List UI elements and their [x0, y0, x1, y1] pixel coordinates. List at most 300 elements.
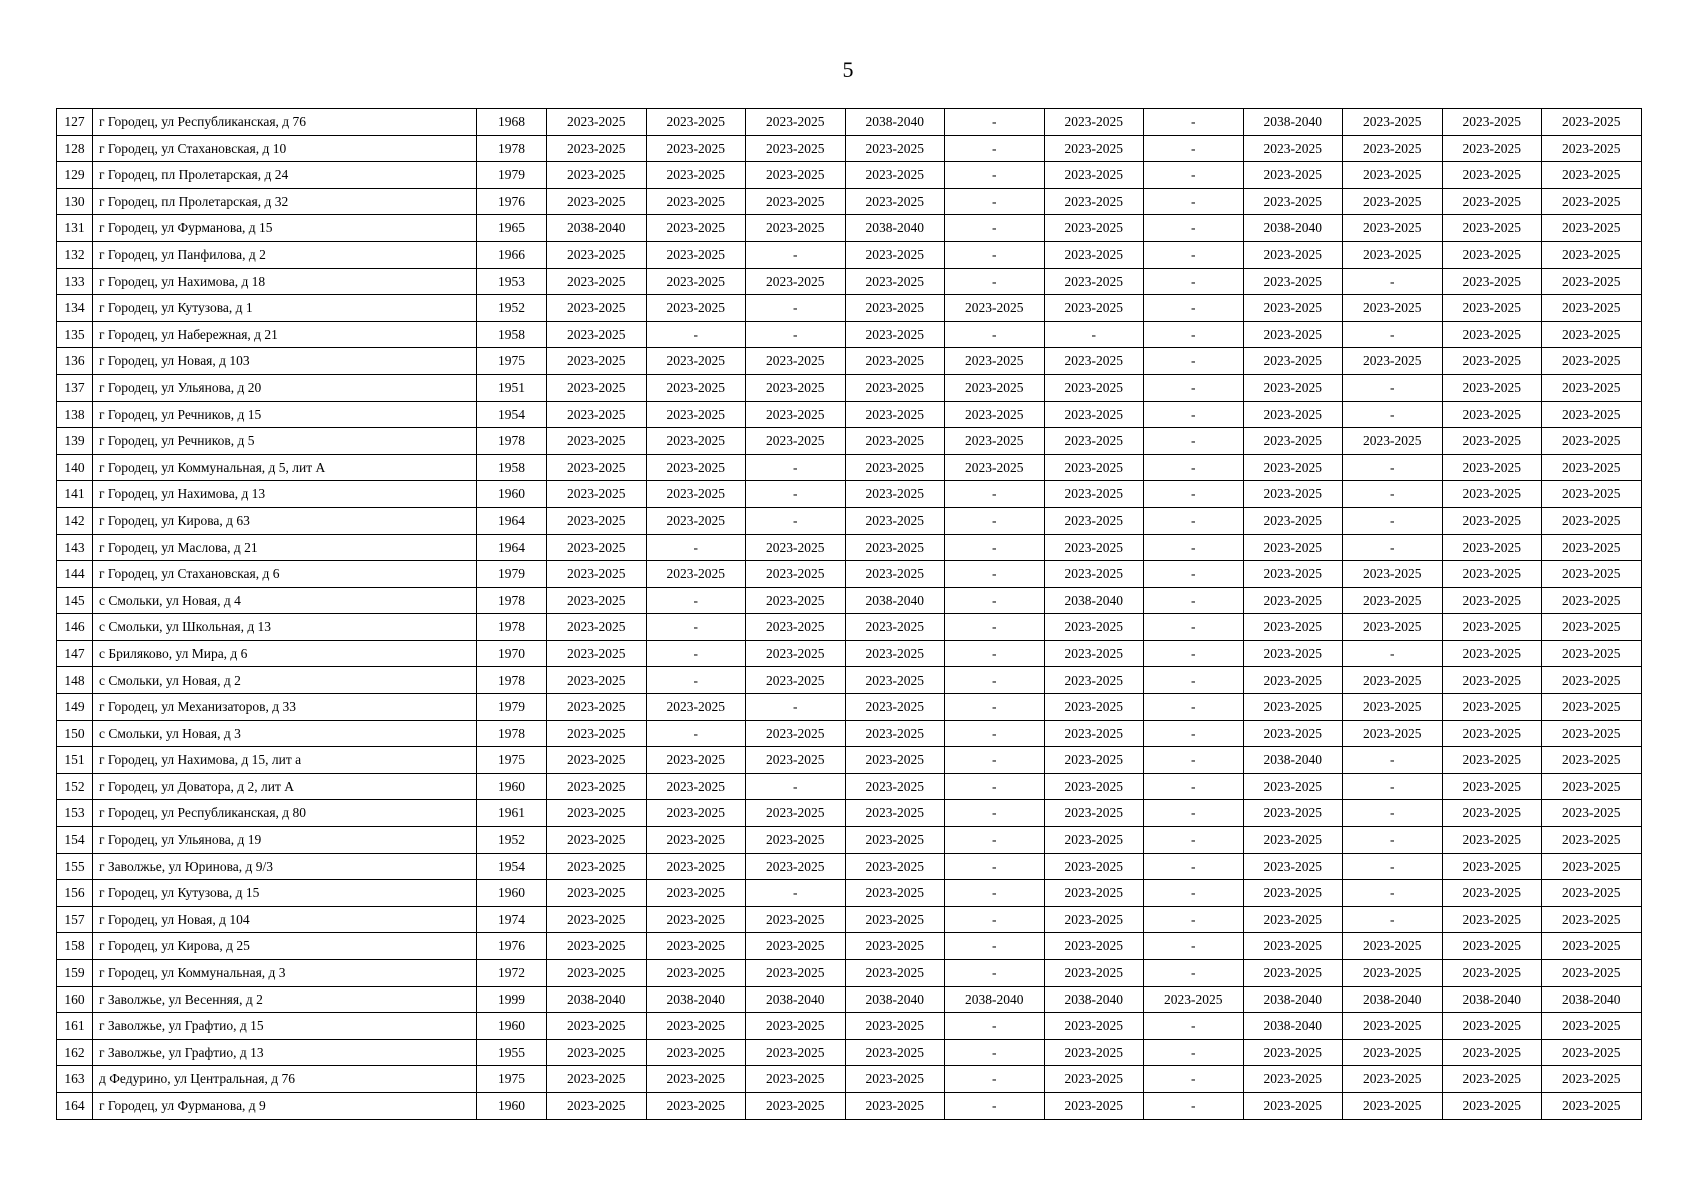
- repair-period-cell: 2023-2025: [1343, 933, 1443, 960]
- repair-period-cell: 2023-2025: [1243, 295, 1343, 322]
- table-row: [57, 374, 1642, 401]
- repair-period-cell: 2023-2025: [845, 481, 945, 508]
- repair-period-cell: 2023-2025: [1343, 1013, 1443, 1040]
- row-number-cell: 141: [57, 481, 93, 508]
- repair-period-cell: -: [746, 694, 846, 721]
- repair-period-cell: 2023-2025: [1044, 215, 1144, 242]
- table-row: [57, 747, 1642, 774]
- year-built-cell: 1978: [477, 135, 547, 162]
- repair-period-cell: 2023-2025: [1542, 534, 1642, 561]
- repair-period-cell: -: [1144, 507, 1244, 534]
- repair-period-cell: 2023-2025: [746, 614, 846, 641]
- repair-period-cell: 2023-2025: [1442, 1066, 1542, 1093]
- row-number-cell: 139: [57, 428, 93, 455]
- repair-period-cell: -: [1144, 933, 1244, 960]
- repair-period-cell: 2023-2025: [547, 162, 647, 189]
- repair-period-cell: 2023-2025: [1044, 694, 1144, 721]
- repair-period-cell: 2023-2025: [1243, 241, 1343, 268]
- row-number-cell: 145: [57, 587, 93, 614]
- address-cell: г Городец, ул Речников, д 5: [93, 428, 477, 455]
- repair-period-cell: 2023-2025: [845, 428, 945, 455]
- repair-period-cell: 2023-2025: [1343, 1039, 1443, 1066]
- repair-period-cell: 2023-2025: [1044, 135, 1144, 162]
- repair-period-cell: 2023-2025: [1044, 507, 1144, 534]
- repair-period-cell: 2038-2040: [1243, 747, 1343, 774]
- year-built-cell: 1961: [477, 800, 547, 827]
- repair-period-cell: -: [1343, 507, 1443, 534]
- repair-period-cell: 2023-2025: [646, 268, 746, 295]
- repair-period-cell: 2023-2025: [1542, 162, 1642, 189]
- repair-period-cell: 2023-2025: [646, 428, 746, 455]
- repair-period-cell: 2023-2025: [845, 374, 945, 401]
- repair-period-cell: 2023-2025: [945, 295, 1045, 322]
- address-cell: г Городец, ул Нахимова, д 13: [93, 481, 477, 508]
- repair-period-cell: 2023-2025: [1044, 1013, 1144, 1040]
- year-built-cell: 1978: [477, 428, 547, 455]
- repair-period-cell: -: [1144, 454, 1244, 481]
- repair-period-cell: -: [1144, 162, 1244, 189]
- address-cell: с Смольки, ул Новая, д 4: [93, 587, 477, 614]
- repair-period-cell: 2023-2025: [1343, 348, 1443, 375]
- year-built-cell: 1960: [477, 1092, 547, 1119]
- repair-period-cell: 2023-2025: [945, 348, 1045, 375]
- repair-period-cell: 2023-2025: [1442, 667, 1542, 694]
- repair-period-cell: 2023-2025: [646, 1092, 746, 1119]
- address-cell: г Городец, ул Республиканская, д 80: [93, 800, 477, 827]
- repair-period-cell: -: [1144, 481, 1244, 508]
- repair-period-cell: 2023-2025: [1442, 960, 1542, 987]
- address-cell: г Городец, ул Нахимова, д 18: [93, 268, 477, 295]
- repair-period-cell: 2023-2025: [1542, 268, 1642, 295]
- repair-period-cell: 2038-2040: [845, 215, 945, 242]
- repair-period-cell: 2023-2025: [646, 454, 746, 481]
- row-number-cell: 163: [57, 1066, 93, 1093]
- repair-period-cell: 2023-2025: [547, 747, 647, 774]
- repair-period-cell: -: [1343, 374, 1443, 401]
- repair-period-cell: -: [1343, 747, 1443, 774]
- address-cell: д Федурино, ул Центральная, д 76: [93, 1066, 477, 1093]
- row-number-cell: 152: [57, 773, 93, 800]
- table-row: [57, 348, 1642, 375]
- repair-period-cell: 2023-2025: [746, 720, 846, 747]
- repair-period-cell: 2023-2025: [746, 800, 846, 827]
- table-row: [57, 720, 1642, 747]
- building-repair-schedule-table: [56, 108, 1642, 1120]
- repair-period-cell: -: [945, 1013, 1045, 1040]
- repair-period-cell: 2023-2025: [1542, 1066, 1642, 1093]
- repair-period-cell: 2023-2025: [547, 906, 647, 933]
- repair-period-cell: 2023-2025: [1343, 667, 1443, 694]
- repair-period-cell: -: [1343, 853, 1443, 880]
- table-row: [57, 188, 1642, 215]
- repair-period-cell: 2023-2025: [646, 800, 746, 827]
- repair-period-cell: 2038-2040: [1044, 587, 1144, 614]
- repair-period-cell: 2023-2025: [646, 853, 746, 880]
- repair-period-cell: -: [945, 507, 1045, 534]
- repair-period-cell: -: [945, 481, 1045, 508]
- repair-period-cell: -: [945, 109, 1045, 136]
- repair-period-cell: 2023-2025: [1442, 561, 1542, 588]
- address-cell: г Городец, ул Доватора, д 2, лит А: [93, 773, 477, 800]
- repair-period-cell: -: [1144, 215, 1244, 242]
- repair-period-cell: 2023-2025: [1442, 1013, 1542, 1040]
- repair-period-cell: 2023-2025: [1044, 561, 1144, 588]
- year-built-cell: 1960: [477, 481, 547, 508]
- repair-period-cell: 2023-2025: [1044, 268, 1144, 295]
- repair-period-cell: 2023-2025: [646, 561, 746, 588]
- repair-period-cell: 2038-2040: [1243, 1013, 1343, 1040]
- repair-period-cell: -: [1343, 906, 1443, 933]
- row-number-cell: 150: [57, 720, 93, 747]
- repair-period-cell: 2023-2025: [1044, 1066, 1144, 1093]
- repair-period-cell: 2023-2025: [1343, 614, 1443, 641]
- row-number-cell: 138: [57, 401, 93, 428]
- repair-period-cell: -: [1144, 428, 1244, 455]
- repair-period-cell: 2023-2025: [746, 188, 846, 215]
- repair-period-cell: -: [1144, 667, 1244, 694]
- row-number-cell: 140: [57, 454, 93, 481]
- address-cell: г Городец, ул Ульянова, д 20: [93, 374, 477, 401]
- repair-period-cell: 2023-2025: [746, 162, 846, 189]
- table-row: [57, 800, 1642, 827]
- address-cell: г Городец, ул Набережная, д 21: [93, 321, 477, 348]
- repair-period-cell: 2023-2025: [746, 1039, 846, 1066]
- repair-period-cell: 2023-2025: [1442, 374, 1542, 401]
- table-row: [57, 667, 1642, 694]
- year-built-cell: 1976: [477, 188, 547, 215]
- repair-period-cell: 2023-2025: [1243, 348, 1343, 375]
- repair-period-cell: 2023-2025: [1542, 295, 1642, 322]
- year-built-cell: 1978: [477, 667, 547, 694]
- repair-period-cell: 2023-2025: [646, 507, 746, 534]
- repair-period-cell: 2023-2025: [1542, 1013, 1642, 1040]
- repair-period-cell: 2023-2025: [1442, 481, 1542, 508]
- repair-period-cell: -: [945, 268, 1045, 295]
- repair-period-cell: 2023-2025: [845, 906, 945, 933]
- repair-period-cell: -: [945, 747, 1045, 774]
- row-number-cell: 136: [57, 348, 93, 375]
- repair-period-cell: 2023-2025: [646, 906, 746, 933]
- repair-period-cell: -: [1144, 614, 1244, 641]
- repair-period-cell: -: [1343, 800, 1443, 827]
- repair-period-cell: -: [1144, 534, 1244, 561]
- repair-period-cell: 2023-2025: [1442, 241, 1542, 268]
- repair-period-cell: 2023-2025: [1243, 614, 1343, 641]
- repair-period-cell: 2023-2025: [1442, 268, 1542, 295]
- repair-period-cell: 2023-2025: [1542, 401, 1642, 428]
- repair-period-cell: -: [1343, 880, 1443, 907]
- address-cell: г Городец, ул Кирова, д 63: [93, 507, 477, 534]
- repair-period-cell: 2023-2025: [845, 1039, 945, 1066]
- repair-period-cell: 2023-2025: [1044, 614, 1144, 641]
- repair-period-cell: 2023-2025: [1343, 720, 1443, 747]
- repair-period-cell: 2023-2025: [746, 640, 846, 667]
- table-row: [57, 933, 1642, 960]
- repair-period-cell: 2023-2025: [547, 241, 647, 268]
- repair-period-cell: -: [746, 295, 846, 322]
- repair-period-cell: 2038-2040: [547, 215, 647, 242]
- repair-period-cell: 2023-2025: [1243, 587, 1343, 614]
- repair-period-cell: 2023-2025: [1442, 135, 1542, 162]
- repair-period-cell: -: [945, 694, 1045, 721]
- repair-period-cell: 2023-2025: [1442, 880, 1542, 907]
- repair-period-cell: -: [1144, 960, 1244, 987]
- row-number-cell: 158: [57, 933, 93, 960]
- repair-period-cell: -: [1144, 800, 1244, 827]
- repair-period-cell: 2038-2040: [1343, 986, 1443, 1013]
- repair-period-cell: 2023-2025: [845, 933, 945, 960]
- year-built-cell: 1964: [477, 507, 547, 534]
- repair-period-cell: -: [1144, 640, 1244, 667]
- repair-period-cell: 2023-2025: [1243, 481, 1343, 508]
- repair-period-cell: 2023-2025: [1243, 1066, 1343, 1093]
- address-cell: г Городец, ул Фурманова, д 15: [93, 215, 477, 242]
- year-built-cell: 1968: [477, 109, 547, 136]
- year-built-cell: 1966: [477, 241, 547, 268]
- repair-period-cell: 2023-2025: [1542, 880, 1642, 907]
- repair-period-cell: 2023-2025: [1442, 109, 1542, 136]
- row-number-cell: 129: [57, 162, 93, 189]
- repair-period-cell: 2023-2025: [1542, 507, 1642, 534]
- repair-period-cell: 2023-2025: [845, 720, 945, 747]
- repair-period-cell: 2023-2025: [547, 428, 647, 455]
- repair-period-cell: -: [1144, 348, 1244, 375]
- repair-period-cell: 2023-2025: [646, 933, 746, 960]
- row-number-cell: 159: [57, 960, 93, 987]
- repair-period-cell: 2023-2025: [945, 401, 1045, 428]
- repair-period-cell: 2023-2025: [746, 747, 846, 774]
- repair-period-cell: 2023-2025: [1243, 188, 1343, 215]
- repair-period-cell: 2023-2025: [1542, 374, 1642, 401]
- table-row: [57, 1092, 1642, 1119]
- repair-period-cell: -: [646, 534, 746, 561]
- repair-period-cell: 2023-2025: [1243, 906, 1343, 933]
- repair-period-cell: 2023-2025: [1243, 268, 1343, 295]
- repair-period-cell: 2023-2025: [646, 241, 746, 268]
- repair-period-cell: 2023-2025: [1542, 109, 1642, 136]
- repair-period-cell: 2023-2025: [845, 880, 945, 907]
- table-row: [57, 135, 1642, 162]
- repair-period-cell: 2023-2025: [1243, 853, 1343, 880]
- repair-period-cell: 2023-2025: [1442, 295, 1542, 322]
- page-number: 5: [842, 57, 854, 82]
- row-number-cell: 128: [57, 135, 93, 162]
- repair-period-cell: 2023-2025: [1243, 960, 1343, 987]
- repair-period-cell: -: [1144, 773, 1244, 800]
- repair-period-cell: 2023-2025: [845, 827, 945, 854]
- repair-period-cell: 2023-2025: [845, 1066, 945, 1093]
- repair-period-cell: 2038-2040: [646, 986, 746, 1013]
- address-cell: г Городец, ул Нахимова, д 15, лит а: [93, 747, 477, 774]
- repair-period-cell: 2023-2025: [1343, 135, 1443, 162]
- repair-period-cell: 2023-2025: [1442, 215, 1542, 242]
- repair-period-cell: 2023-2025: [646, 481, 746, 508]
- repair-period-cell: 2023-2025: [646, 880, 746, 907]
- repair-period-cell: -: [1343, 481, 1443, 508]
- repair-period-cell: 2038-2040: [746, 986, 846, 1013]
- address-cell: с Смольки, ул Новая, д 2: [93, 667, 477, 694]
- repair-period-cell: 2023-2025: [1542, 933, 1642, 960]
- repair-period-cell: -: [945, 800, 1045, 827]
- address-cell: с Бриляково, ул Мира, д 6: [93, 640, 477, 667]
- repair-period-cell: -: [1343, 534, 1443, 561]
- repair-period-cell: 2023-2025: [1044, 1092, 1144, 1119]
- repair-period-cell: 2023-2025: [746, 906, 846, 933]
- repair-period-cell: 2023-2025: [746, 960, 846, 987]
- repair-period-cell: 2023-2025: [1044, 933, 1144, 960]
- repair-period-cell: 2023-2025: [845, 534, 945, 561]
- repair-period-cell: 2023-2025: [1343, 428, 1443, 455]
- repair-period-cell: 2023-2025: [1343, 960, 1443, 987]
- repair-period-cell: 2023-2025: [1442, 321, 1542, 348]
- repair-period-cell: 2023-2025: [1243, 401, 1343, 428]
- table-row: [57, 268, 1642, 295]
- repair-period-cell: -: [646, 614, 746, 641]
- repair-period-cell: 2023-2025: [746, 853, 846, 880]
- year-built-cell: 1965: [477, 215, 547, 242]
- repair-period-cell: -: [1343, 268, 1443, 295]
- repair-period-cell: -: [1343, 827, 1443, 854]
- repair-period-cell: 2023-2025: [746, 1066, 846, 1093]
- repair-period-cell: 2023-2025: [1044, 1039, 1144, 1066]
- repair-period-cell: 2023-2025: [1442, 587, 1542, 614]
- repair-period-cell: -: [1144, 188, 1244, 215]
- repair-period-cell: 2023-2025: [845, 454, 945, 481]
- repair-period-cell: 2023-2025: [1442, 348, 1542, 375]
- row-number-cell: 132: [57, 241, 93, 268]
- address-cell: г Городец, ул Речников, д 15: [93, 401, 477, 428]
- repair-period-cell: 2023-2025: [1243, 773, 1343, 800]
- repair-period-cell: 2023-2025: [746, 268, 846, 295]
- year-built-cell: 1952: [477, 827, 547, 854]
- address-cell: г Городец, ул Механизаторов, д 33: [93, 694, 477, 721]
- repair-period-cell: 2023-2025: [1243, 827, 1343, 854]
- repair-period-cell: 2023-2025: [547, 720, 647, 747]
- repair-period-cell: 2038-2040: [1044, 986, 1144, 1013]
- repair-period-cell: 2023-2025: [1243, 454, 1343, 481]
- repair-period-cell: 2023-2025: [1542, 561, 1642, 588]
- repair-period-cell: 2023-2025: [1542, 1092, 1642, 1119]
- repair-period-cell: 2023-2025: [845, 507, 945, 534]
- year-built-cell: 1954: [477, 853, 547, 880]
- repair-period-cell: 2023-2025: [1442, 188, 1542, 215]
- year-built-cell: 1951: [477, 374, 547, 401]
- year-built-cell: 1958: [477, 454, 547, 481]
- repair-period-cell: -: [646, 640, 746, 667]
- row-number-cell: 157: [57, 906, 93, 933]
- repair-period-cell: 2023-2025: [646, 215, 746, 242]
- repair-period-cell: -: [1343, 773, 1443, 800]
- year-built-cell: 1978: [477, 614, 547, 641]
- row-number-cell: 142: [57, 507, 93, 534]
- repair-period-cell: 2023-2025: [1243, 162, 1343, 189]
- repair-period-cell: 2023-2025: [845, 188, 945, 215]
- year-built-cell: 1978: [477, 720, 547, 747]
- repair-period-cell: -: [945, 640, 1045, 667]
- repair-period-cell: -: [746, 880, 846, 907]
- year-built-cell: 1960: [477, 773, 547, 800]
- year-built-cell: 1953: [477, 268, 547, 295]
- year-built-cell: 1964: [477, 534, 547, 561]
- repair-period-cell: 2023-2025: [547, 880, 647, 907]
- repair-period-cell: -: [1343, 401, 1443, 428]
- repair-period-cell: 2023-2025: [547, 667, 647, 694]
- address-cell: г Городец, ул Ульянова, д 19: [93, 827, 477, 854]
- repair-period-cell: -: [1144, 694, 1244, 721]
- address-cell: г Городец, ул Коммунальная, д 5, лит А: [93, 454, 477, 481]
- repair-period-cell: 2023-2025: [1542, 428, 1642, 455]
- repair-period-cell: 2023-2025: [547, 800, 647, 827]
- repair-period-cell: 2023-2025: [1442, 827, 1542, 854]
- repair-period-cell: 2023-2025: [746, 401, 846, 428]
- address-cell: г Городец, ул Стахановская, д 6: [93, 561, 477, 588]
- repair-period-cell: 2023-2025: [1044, 188, 1144, 215]
- repair-period-cell: -: [1144, 1092, 1244, 1119]
- row-number-cell: 162: [57, 1039, 93, 1066]
- repair-period-cell: 2023-2025: [547, 1013, 647, 1040]
- repair-period-cell: 2023-2025: [746, 348, 846, 375]
- repair-period-cell: 2023-2025: [547, 481, 647, 508]
- repair-period-cell: 2023-2025: [746, 587, 846, 614]
- year-built-cell: 1999: [477, 986, 547, 1013]
- repair-period-cell: -: [1144, 295, 1244, 322]
- repair-period-cell: -: [945, 534, 1045, 561]
- repair-period-cell: -: [1144, 1013, 1244, 1040]
- year-built-cell: 1970: [477, 640, 547, 667]
- repair-period-cell: -: [945, 933, 1045, 960]
- repair-period-cell: -: [945, 906, 1045, 933]
- repair-period-cell: 2023-2025: [1442, 747, 1542, 774]
- repair-period-cell: 2023-2025: [845, 667, 945, 694]
- repair-period-cell: 2023-2025: [845, 561, 945, 588]
- repair-period-cell: 2023-2025: [845, 853, 945, 880]
- year-built-cell: 1975: [477, 1066, 547, 1093]
- repair-period-cell: 2023-2025: [1442, 1092, 1542, 1119]
- repair-period-cell: -: [646, 667, 746, 694]
- table-row: [57, 507, 1642, 534]
- repair-period-cell: 2038-2040: [945, 986, 1045, 1013]
- repair-period-cell: -: [746, 481, 846, 508]
- repair-period-cell: 2023-2025: [547, 1092, 647, 1119]
- repair-period-cell: 2023-2025: [1442, 1039, 1542, 1066]
- row-number-cell: 164: [57, 1092, 93, 1119]
- repair-period-cell: 2023-2025: [1044, 454, 1144, 481]
- repair-period-cell: 2023-2025: [1542, 827, 1642, 854]
- repair-period-cell: 2038-2040: [1243, 215, 1343, 242]
- repair-period-cell: 2023-2025: [1542, 454, 1642, 481]
- repair-period-cell: 2023-2025: [547, 401, 647, 428]
- repair-period-cell: -: [1144, 1039, 1244, 1066]
- repair-period-cell: 2023-2025: [746, 374, 846, 401]
- repair-period-cell: 2023-2025: [1442, 933, 1542, 960]
- table-row: [57, 880, 1642, 907]
- repair-period-cell: 2023-2025: [845, 773, 945, 800]
- repair-period-cell: 2023-2025: [1442, 534, 1542, 561]
- row-number-cell: 155: [57, 853, 93, 880]
- repair-period-cell: 2023-2025: [547, 135, 647, 162]
- address-cell: с Смольки, ул Школьная, д 13: [93, 614, 477, 641]
- address-cell: г Городец, ул Новая, д 104: [93, 906, 477, 933]
- repair-period-cell: -: [945, 1066, 1045, 1093]
- year-built-cell: 1960: [477, 880, 547, 907]
- repair-period-cell: -: [1144, 321, 1244, 348]
- row-number-cell: 137: [57, 374, 93, 401]
- repair-period-cell: 2023-2025: [845, 1092, 945, 1119]
- repair-period-cell: -: [945, 827, 1045, 854]
- repair-period-cell: -: [945, 1039, 1045, 1066]
- repair-period-cell: -: [945, 853, 1045, 880]
- repair-period-cell: 2023-2025: [1343, 295, 1443, 322]
